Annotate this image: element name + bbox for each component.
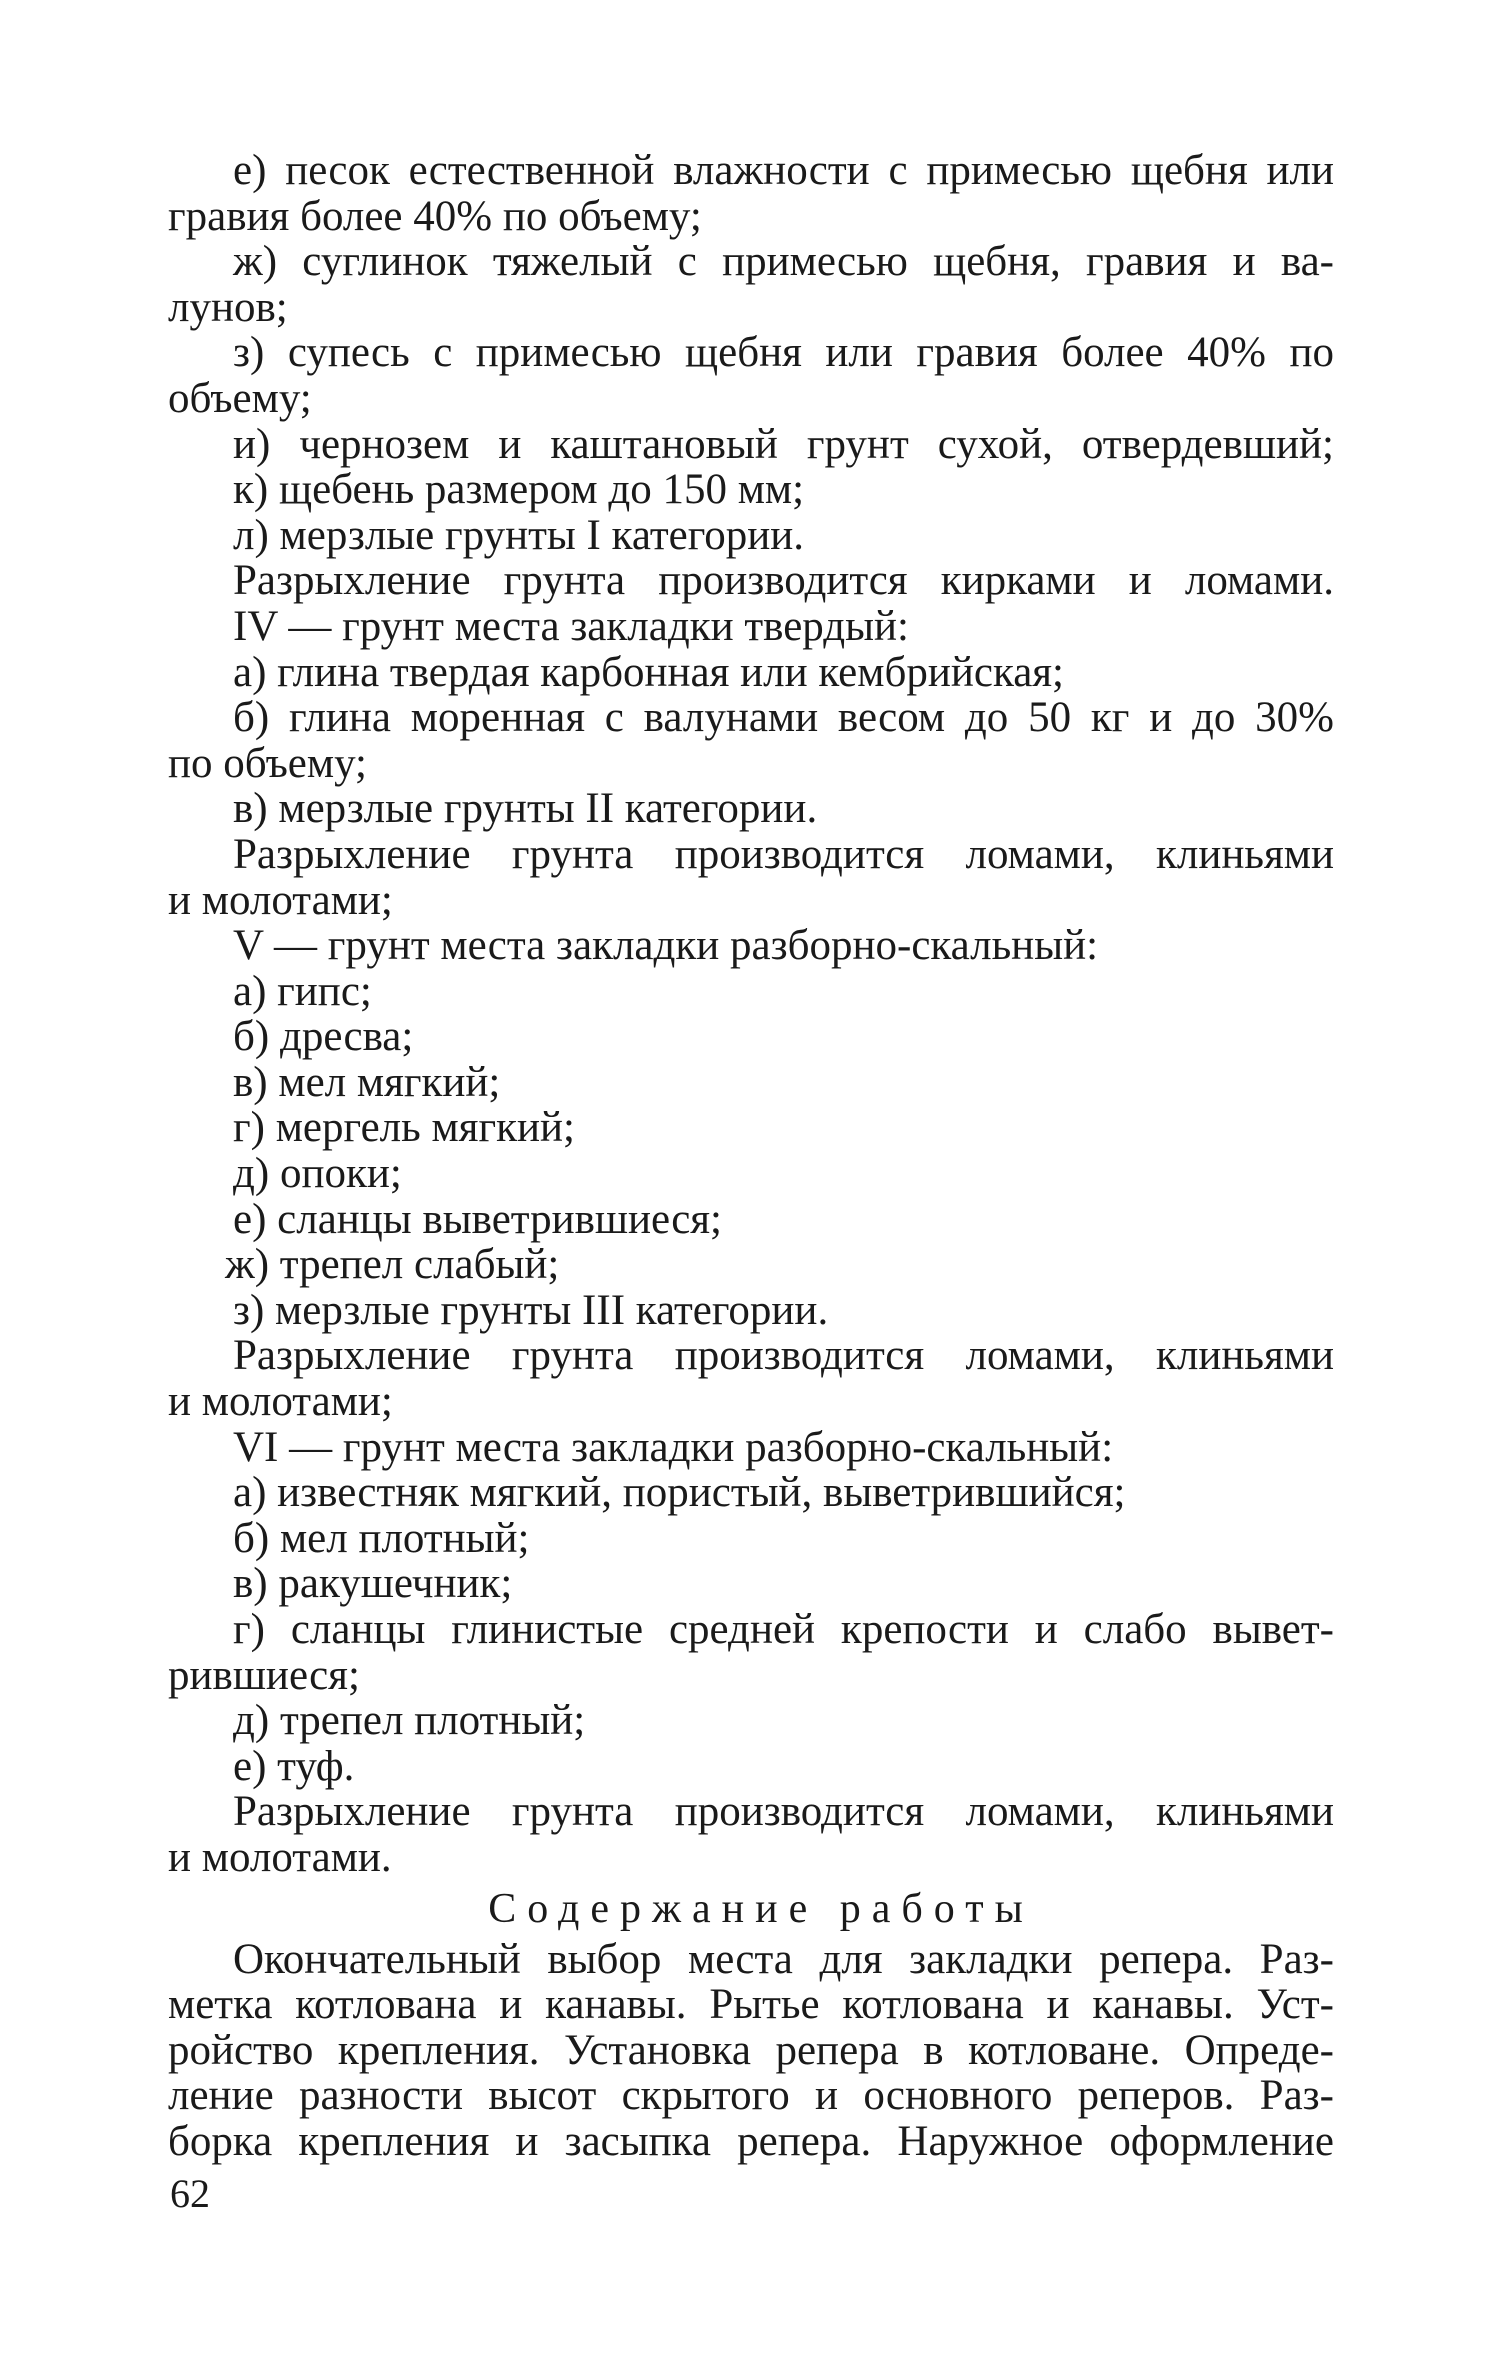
text-line: ж) суглинок тяжелый с примесью щебня, гравия и ва-	[233, 238, 1334, 286]
text-line: Разрыхление грунта производится ломами, клиньями	[233, 830, 1334, 878]
text-line: ж) трепел слабый;	[225, 1241, 560, 1289]
text-line: в) ракушечник;	[233, 1560, 513, 1608]
text-line: объему;	[168, 374, 312, 422]
text-line: по объему;	[168, 739, 367, 787]
paragraph-line: ление разности высот скрытого и основного реперов. Раз-	[168, 2072, 1334, 2120]
text-line: IV — грунт места закладки твердый:	[233, 602, 909, 650]
section-heading: Содержание работы	[488, 1885, 1034, 1932]
text-line: б) мел плотный;	[233, 1514, 530, 1562]
paragraph-line: ройство крепления. Установка репера в котловане. Опреде-	[168, 2026, 1334, 2074]
text-line: б) глина моренная с валунами весом до 50 кг и до 30%	[233, 694, 1334, 742]
text-line: г) мергель мягкий;	[233, 1104, 575, 1152]
page-body	[168, 148, 1334, 2165]
text-line: V — грунт места закладки разборно-скальный:	[233, 922, 1099, 970]
text-line: лунов;	[168, 283, 288, 331]
text-line: гравия более 40% по объему;	[168, 192, 702, 240]
text-line: л) мерзлые грунты I категории.	[233, 511, 805, 559]
text-line: в) мел мягкий;	[233, 1058, 501, 1106]
text-line: е) туф.	[233, 1742, 355, 1790]
text-line: б) дресва;	[233, 1013, 414, 1061]
text-line: з) мерзлые грунты III категории.	[233, 1286, 829, 1334]
text-line: и молотами;	[168, 876, 393, 924]
paragraph-line: метка котлована и канавы. Рытье котлована и канавы. Уст-	[168, 1981, 1334, 2029]
text-line: е) песок естественной влажности с примесью щебня или	[233, 147, 1334, 194]
text-line: и) чернозем и каштановый грунт сухой, отвердевший;	[233, 420, 1334, 468]
text-line: Разрыхление грунта производится ломами, клиньями	[233, 1332, 1334, 1380]
paragraph-line: борка крепления и засыпка репера. Наружное оформление	[168, 2117, 1334, 2165]
paragraph-line: Окончательный выбор места для закладки репера. Раз-	[233, 1935, 1334, 1983]
text-line: д) опоки;	[233, 1150, 402, 1198]
text-line: рившиеся;	[168, 1651, 360, 1699]
text-line: Разрыхление грунта производится ломами, клиньями	[233, 1788, 1334, 1836]
text-line: з) супесь с примесью щебня или гравия более 40% по	[233, 329, 1334, 377]
text-line: и молотами;	[168, 1378, 393, 1426]
text-line: е) сланцы выветрившиеся;	[233, 1195, 722, 1243]
text-line: г) сланцы глинистые средней крепости и слабо вывет-	[233, 1606, 1334, 1653]
page-number: 62	[170, 2171, 210, 2216]
text-line: а) глина твердая карбонная или кембрийская;	[233, 648, 1065, 696]
text-line: а) гипс;	[233, 967, 372, 1015]
text-line: в) мерзлые грунты II категории.	[233, 785, 818, 833]
text-line: к) щебень размером до 150 мм;	[233, 466, 805, 514]
text-line: VI — грунт места закладки разборно-скальный:	[233, 1423, 1114, 1471]
text-line: Разрыхление грунта производится кирками и ломами.	[233, 557, 1334, 605]
text-line: и молотами.	[168, 1833, 392, 1881]
text-line: д) трепел плотный;	[233, 1697, 586, 1745]
text-line: а) известняк мягкий, пористый, выветрившийся;	[233, 1469, 1126, 1517]
